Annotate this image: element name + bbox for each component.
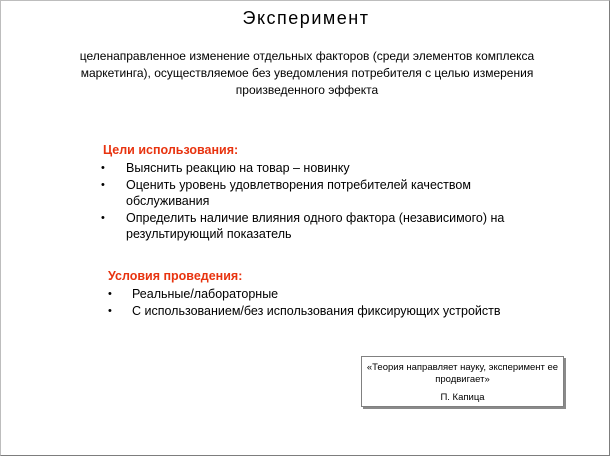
conditions-heading: Условия проведения: [108,269,243,283]
bullet-icon: • [101,178,105,191]
quote-box [361,356,564,407]
goals-list [103,160,523,243]
quote-author: П. Капица [440,392,485,403]
list-item [101,210,523,243]
condition-item-text: С использованием/без использования фиксирующих устройств [132,303,501,318]
list-item [108,303,528,320]
list-item [101,177,523,210]
conditions-section [108,268,528,319]
goals-section [103,142,523,243]
goals-heading: Цели использования: [103,143,239,157]
condition-item-text: Реальные/лабораторные [132,287,279,301]
goal-item-text: Оценить уровень удовлетворения потребителей качеством обслуживания [126,177,471,208]
definition-text: целенаправленное изменение отдельных факторов (среди элементов комплекса маркетинга), осуществляемое без уведомления потребителя с целью измерения произведенного эффекта [79,49,535,97]
bullet-icon: • [101,211,105,224]
list-item [101,160,523,177]
bullet-icon: • [108,288,112,300]
goal-item-text: Выяснить реакцию на товар – новинку [126,161,350,175]
list-item [108,286,528,303]
conditions-list [108,286,528,319]
goal-item-text: Определить наличие влияния одного фактора (независимого) на результирующий показатель [126,210,505,241]
slide-title: Эксперимент [242,8,370,28]
quote-text: «Теория направляет науку, эксперимент ее продвигает» [366,362,559,385]
bullet-icon: • [108,304,112,317]
bullet-icon: • [101,162,105,174]
